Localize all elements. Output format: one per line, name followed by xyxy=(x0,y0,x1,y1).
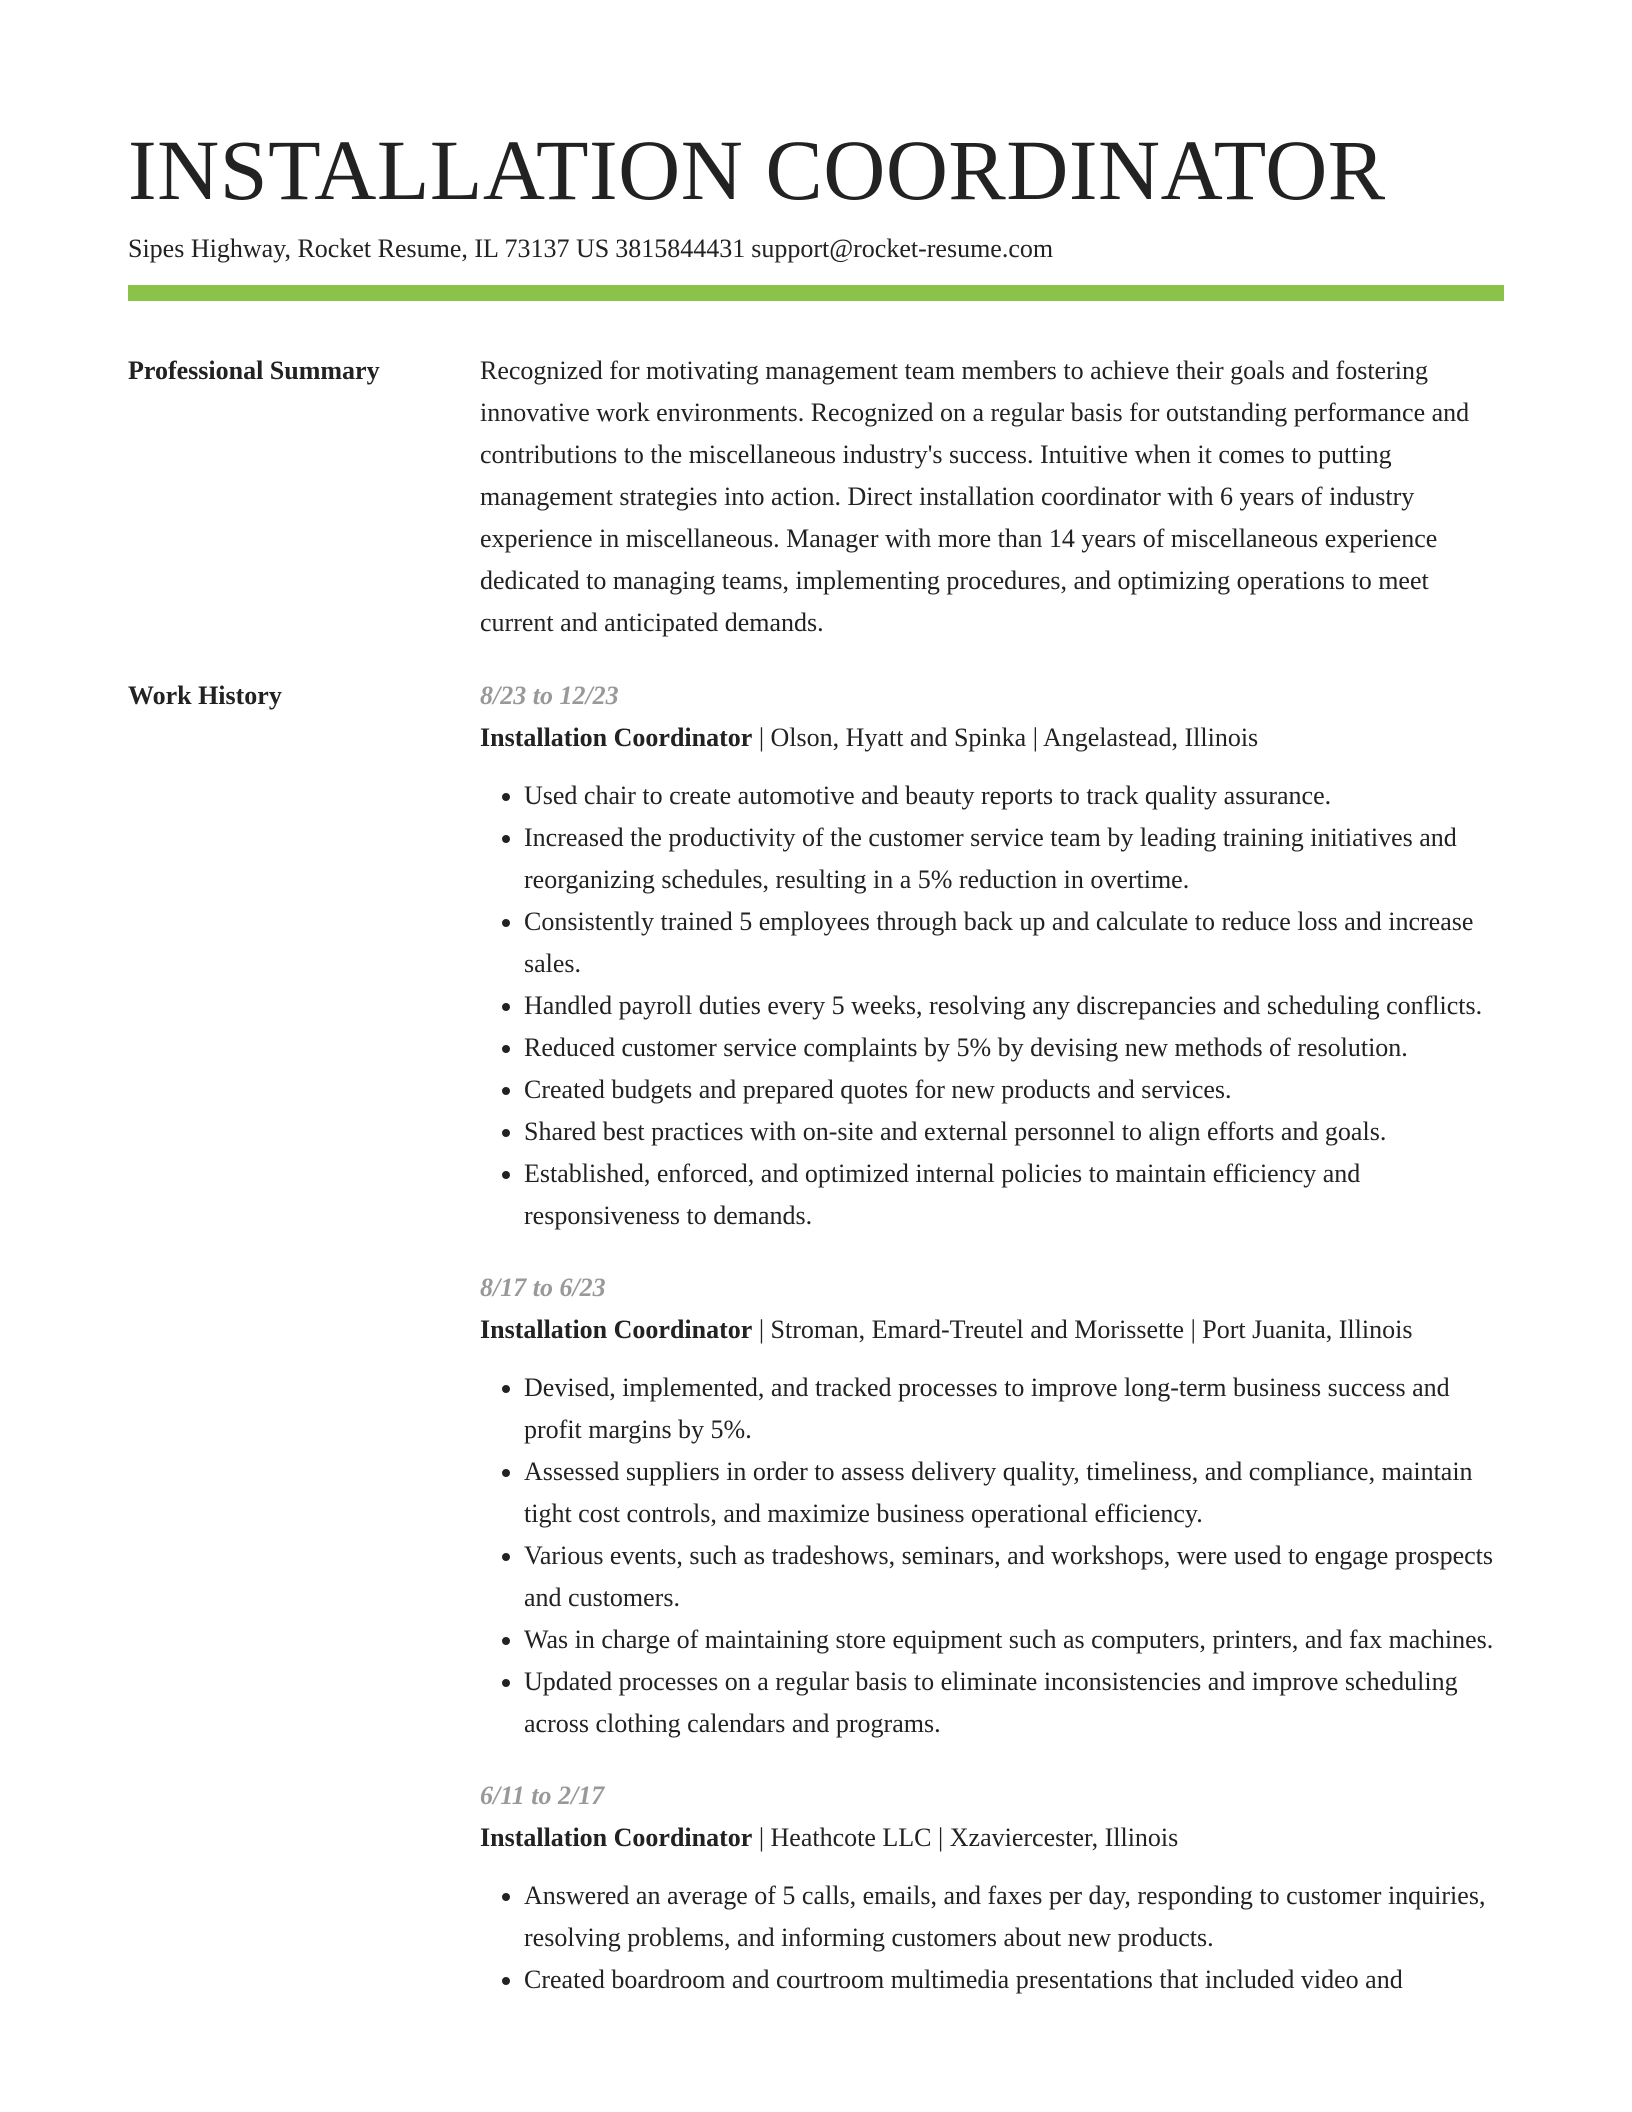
job-title-line xyxy=(480,1309,1504,1351)
contact-address: Sipes Highway, Rocket Resume, IL 73137 US xyxy=(128,234,610,263)
job-bullet: • Created budgets and prepared quotes for new products and services. xyxy=(524,1069,1504,1111)
contact-email: support@rocket-resume.com xyxy=(751,234,1054,263)
job-entry xyxy=(480,1775,1504,2001)
job-title: Installation Coordinator xyxy=(480,723,753,752)
job-title: Installation Coordinator xyxy=(480,1315,753,1344)
job-bullet: • Assessed suppliers in order to assess delivery quality, timeliness, and compliance, maintain tight cost controls, and maximize business operational efficiency. xyxy=(524,1451,1504,1535)
section-label-work-history: Work History xyxy=(128,681,282,710)
work-history-body xyxy=(480,675,1504,2031)
accent-divider xyxy=(128,285,1504,301)
job-bullet: • Shared best practices with on-site and external personnel to align efforts and goals. xyxy=(524,1111,1504,1153)
separator: | xyxy=(758,1315,765,1344)
job-bullet: • Established, enforced, and optimized internal policies to maintain efficiency and responsiveness to demands. xyxy=(524,1153,1504,1237)
job-bullet: • Updated processes on a regular basis to eliminate inconsistencies and improve scheduling across clothing calendars and programs. xyxy=(524,1661,1504,1745)
contact-phone: 3815844431 xyxy=(615,234,746,263)
job-dates: 6/11 to 2/17 xyxy=(480,1781,605,1810)
job-entry xyxy=(480,1267,1504,1745)
job-dates: 8/17 to 6/23 xyxy=(480,1273,606,1302)
job-company: Olson, Hyatt and Spinka xyxy=(770,723,1027,752)
job-location: Angelastead, Illinois xyxy=(1042,723,1259,752)
job-bullet: • Devised, implemented, and tracked processes to improve long-term business success and profit margins by 5%. xyxy=(524,1367,1504,1451)
candidate-name: INSTALLATION COORDINATOR xyxy=(128,122,1386,218)
job-company: Stroman, Emard-Treutel and Morissette xyxy=(770,1315,1185,1344)
job-title-line xyxy=(480,1817,1504,1859)
job-company: Heathcote LLC xyxy=(770,1823,932,1852)
separator: | xyxy=(1032,723,1038,752)
job-location: Xzaviercester, Illinois xyxy=(949,1823,1179,1852)
job-entry xyxy=(480,675,1504,1237)
separator: | xyxy=(938,1823,944,1852)
resume-header xyxy=(128,118,1504,266)
separator: | xyxy=(758,723,765,752)
job-location: Port Juanita, Illinois xyxy=(1202,1315,1413,1344)
job-title-line xyxy=(480,717,1504,759)
job-bullet: • Answered an average of 5 calls, emails, and faxes per day, responding to customer inquiries, resolving problems, and informing customers about new products. xyxy=(524,1875,1504,1959)
job-bullet: • Reduced customer service complaints by 5% by devising new methods of resolution. xyxy=(524,1027,1504,1069)
job-bullet: • Increased the productivity of the customer service team by leading training initiatives and reorganizing schedules, resulting in a 5% reduction in overtime. xyxy=(524,817,1504,901)
job-bullet: • Various events, such as tradeshows, seminars, and workshops, were used to engage prospects and customers. xyxy=(524,1535,1504,1619)
section-label-professional-summary: Professional Summary xyxy=(128,356,380,385)
summary-body xyxy=(480,350,1504,644)
job-title: Installation Coordinator xyxy=(480,1823,753,1852)
separator: | xyxy=(758,1823,765,1852)
job-bullet: • Consistently trained 5 employees through back up and calculate to reduce loss and increase sales. xyxy=(524,901,1504,985)
contact-line xyxy=(128,232,1504,266)
job-bullet: • Used chair to create automotive and beauty reports to track quality assurance. xyxy=(524,775,1504,817)
separator: | xyxy=(1190,1315,1196,1344)
job-bullet: • Handled payroll duties every 5 weeks, resolving any discrepancies and scheduling conflicts. xyxy=(524,985,1504,1027)
job-bullet-list xyxy=(480,1875,1504,2001)
job-bullet-list xyxy=(480,1367,1504,1745)
summary-text: Recognized for motivating management team members to achieve their goals and fostering innovative work environments. Recognized on a regular basis for outstanding performance and contributions to the miscellaneous industry's success. Intuitive when it comes to putting management strategies into action. Direct installation coordinator with 6 years of industry experience in miscellaneous. Manager with more than 14 years of miscellaneous experience dedicated to managing teams, implementing procedures, and optimizing operations to meet current and anticipated demands. xyxy=(480,356,1470,637)
job-dates: 8/23 to 12/23 xyxy=(480,681,619,710)
job-bullet: • Created boardroom and courtroom multimedia presentations that included video and xyxy=(524,1959,1504,2001)
job-bullet-list xyxy=(480,775,1504,1237)
job-bullet: • Was in charge of maintaining store equipment such as computers, printers, and fax machines. xyxy=(524,1619,1504,1661)
